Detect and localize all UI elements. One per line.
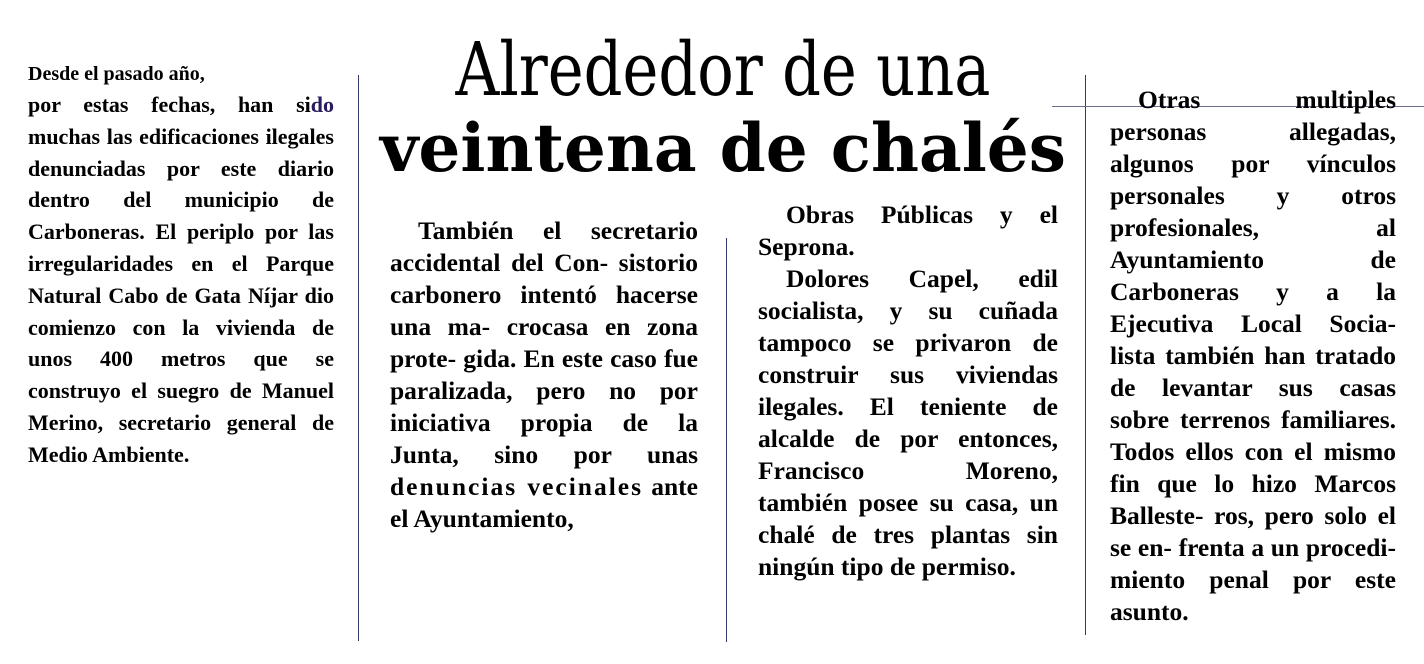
column1-text-highlight: do: [310, 92, 334, 117]
article-column-2: [390, 215, 698, 535]
column1-text-b: muchas las edificaciones ilegales denunciadas por este diario dentro del municipio de Carboneras. El periplo por las irregularidades en el Parque Natural Cabo de Gata Níjar dio comienzo con la vivienda de unos 400 metros que se construyo el suegro de Manuel Merino, secretario general de Medio Ambiente.: [28, 123, 334, 467]
column-rule-3: [1085, 75, 1086, 635]
column3-paragraph-2: Dolores Capel, edil socialista, y su cuñada tampoco se privaron de construir sus viviendas ilegales. El teniente de alcalde de por entonces, Francisco Moreno, también posee su casa, un chalé de tres plantas sin ningún tipo de permiso.: [758, 264, 1058, 581]
column1-first-line: Desde el pasado año,: [28, 63, 205, 85]
column4-body: Otras multiples personas allegadas, algunos por vínculos personales y otros profesionales, al Ayuntamiento de Carboneras y a la Ejecutiva Local Socia- lista también han tratado de levantar sus casas sobre terrenos familiares. Todos ellos con el mismo fin que lo hizo Marcos Balleste- ros, pero solo el se en- frenta a un procedi- miento penal por este asunto.: [1110, 85, 1396, 626]
column2-text-spaced: denuncias vecinales: [390, 472, 644, 501]
headline-line-2: veintena de chalés: [380, 109, 1066, 187]
column-rule-1: [358, 75, 359, 641]
column2-body: [390, 215, 698, 535]
column2-text-b: ante el Ayuntamiento,: [390, 472, 698, 533]
column-rule-2: [726, 238, 727, 642]
article-column-4: [1110, 84, 1396, 628]
article-column-3: [758, 199, 1058, 583]
column3-paragraph-1: Obras Públicas y el Seprona.: [758, 200, 1058, 261]
column1-text-a: por estas fechas, han si: [28, 92, 311, 117]
headline-line-1: Alrededor de una: [455, 27, 991, 113]
article-column-1: [28, 61, 334, 471]
column2-text-a: También el secretario accidental del Con- sistorio carbonero intentó hacerse una ma- crocasa en zona prote- gida. En este caso fue paralizada, pero no por iniciativa propia de la Junta, sino por unas: [390, 216, 698, 469]
column1-body: [28, 89, 334, 471]
headline: [362, 27, 1084, 187]
